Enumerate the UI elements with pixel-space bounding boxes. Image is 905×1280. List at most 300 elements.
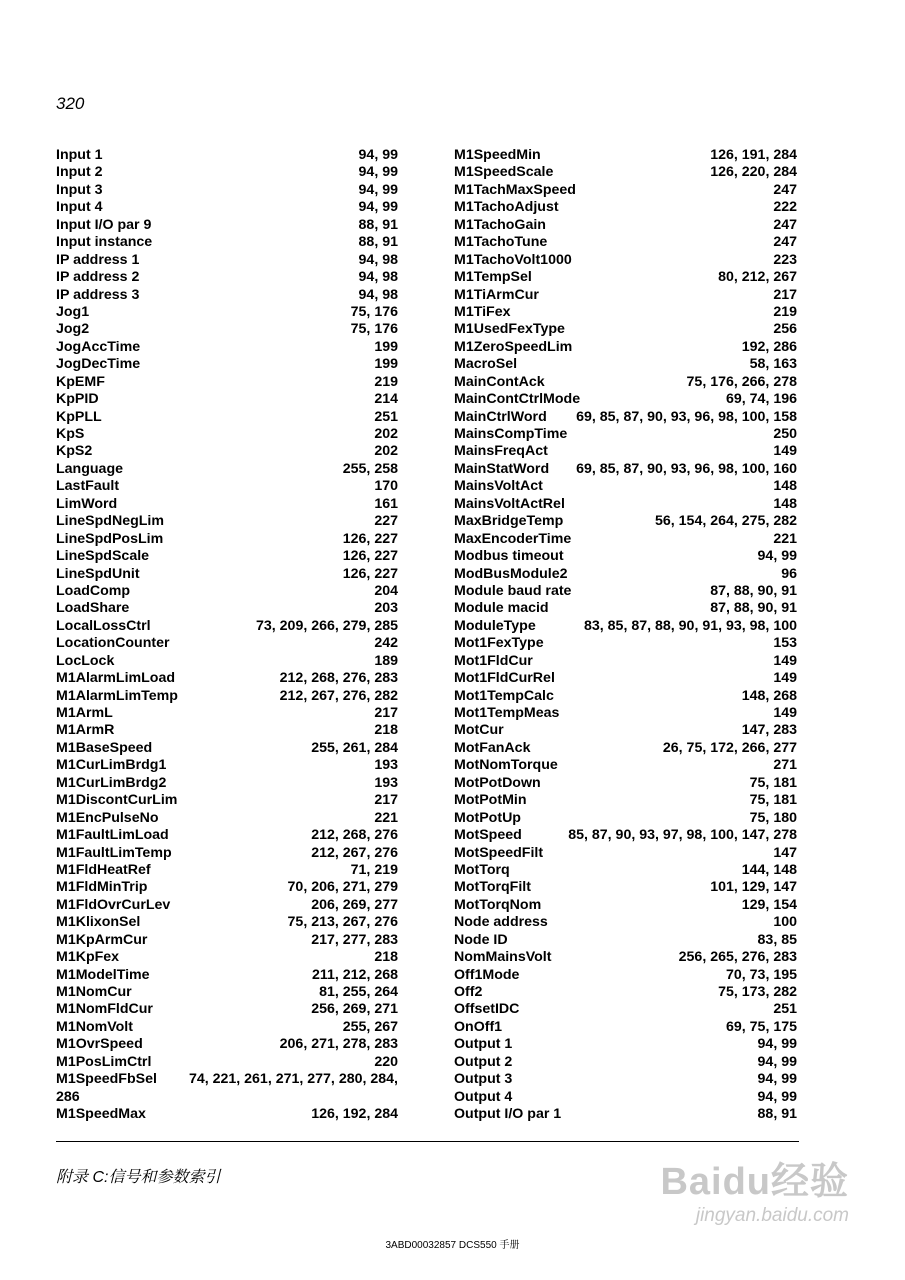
index-term: M1OvrSpeed <box>56 1036 143 1053</box>
index-entry <box>454 513 797 530</box>
index-term: M1ZeroSpeedLim <box>454 338 573 355</box>
index-term: M1UsedFexType <box>454 321 565 338</box>
index-term: M1NomFldCur <box>56 1001 153 1018</box>
index-entry <box>454 496 797 513</box>
index-pages: 75, 213, 267, 276 <box>287 914 398 931</box>
index-entry <box>454 391 797 408</box>
index-pages: 100 <box>773 914 797 931</box>
index-term: M1TiFex <box>454 303 511 320</box>
index-pages: 147 <box>773 844 797 861</box>
index-entry <box>56 513 398 530</box>
index-pages: 74, 221, 261, 271, 277, 280, 284, <box>188 1071 398 1088</box>
index-pages: 70, 206, 271, 279 <box>287 879 398 896</box>
index-pages: 126, 227 <box>342 565 398 582</box>
index-entry <box>454 182 797 199</box>
index-entry <box>56 164 398 181</box>
index-term: LineSpdUnit <box>56 565 140 582</box>
index-entry <box>56 548 398 565</box>
index-entry <box>56 182 398 199</box>
index-term: KpPID <box>56 391 99 408</box>
index-entry <box>454 705 797 722</box>
index-entry <box>56 234 398 251</box>
index-pages: 204 <box>374 582 398 599</box>
index-entry <box>56 722 398 739</box>
index-pages: 81, 255, 264 <box>319 984 398 1000</box>
index-entry <box>56 862 398 879</box>
index-entry <box>56 531 398 548</box>
index-entry <box>56 339 398 356</box>
index-term: MotFanAck <box>454 739 531 756</box>
index-term: M1FaultLimLoad <box>56 827 169 844</box>
index-pages: 129, 154 <box>741 896 797 913</box>
index-pages: 94, 98 <box>358 269 398 286</box>
index-entry <box>56 879 398 896</box>
index-entry <box>454 967 797 984</box>
index-pages: 75, 176 <box>350 321 398 338</box>
index-pages: 255, 258 <box>342 460 398 477</box>
index-entry <box>56 618 398 635</box>
index-entry <box>454 1089 797 1106</box>
index-pages: 83, 85 <box>757 931 797 948</box>
index-term: NomMainsVolt <box>454 949 552 966</box>
index-entry <box>56 147 398 164</box>
index-pages: 88, 91 <box>358 216 398 233</box>
index-term: M1TachoGain <box>454 216 546 233</box>
index-entry <box>454 845 797 862</box>
index-entry <box>454 217 797 234</box>
index-term: M1FldMinTrip <box>56 879 148 896</box>
index-entry <box>56 827 398 844</box>
index-term: M1AlarmLimLoad <box>56 670 176 687</box>
index-term: M1TempSel <box>454 269 532 286</box>
index-pages: 223 <box>773 251 797 268</box>
index-entry <box>56 932 398 949</box>
index-pages: 218 <box>374 949 398 966</box>
index-pages: 251 <box>374 408 398 425</box>
index-term: KpS <box>56 426 85 442</box>
index-pages: 206, 269, 277 <box>311 896 398 913</box>
index-entry <box>454 984 797 1001</box>
index-pages: 83, 85, 87, 88, 90, 91, 93, 98, 100 <box>584 617 797 634</box>
index-term: KpPLL <box>56 408 102 425</box>
index-pages: 126, 220, 284 <box>710 164 797 181</box>
index-term: M1AlarmLimTemp <box>56 687 178 704</box>
index-pages: 75, 180 <box>749 809 797 826</box>
index-entry <box>454 1106 797 1123</box>
index-pages: 75, 173, 282 <box>718 984 797 1000</box>
index-pages: 206, 271, 278, 283 <box>279 1036 398 1053</box>
index-entry <box>454 862 797 879</box>
index-pages: 94, 99 <box>757 1088 797 1105</box>
index-entry <box>56 304 398 321</box>
index-pages: 217 <box>374 705 398 721</box>
index-pages: 94, 99 <box>358 199 398 216</box>
index-term: MainsVoltActRel <box>454 495 565 512</box>
index-entry <box>454 374 797 391</box>
index-term: MotTorq <box>454 861 510 878</box>
index-term: MainStatWord <box>454 460 550 477</box>
index-entry <box>56 653 398 670</box>
index-entry <box>454 740 797 757</box>
index-term: M1FldOvrCurLev <box>56 896 171 913</box>
index-pages: 75, 181 <box>749 774 797 791</box>
index-entry <box>56 775 398 792</box>
index-term: Off1Mode <box>454 966 520 983</box>
index-entry <box>454 775 797 792</box>
index-entry <box>56 252 398 269</box>
index-term: MotSpeedFilt <box>454 844 544 861</box>
index-term: LoadShare <box>56 600 130 617</box>
index-entry <box>454 792 797 809</box>
footer-divider <box>56 1141 799 1142</box>
index-entry <box>454 635 797 652</box>
index-term: ModuleType <box>454 617 536 634</box>
index-term: M1BaseSpeed <box>56 739 153 756</box>
index-pages: 227 <box>374 513 398 530</box>
index-entry <box>454 269 797 286</box>
index-pages: 189 <box>374 652 398 669</box>
index-entry <box>56 949 398 966</box>
index-pages: 250 <box>773 426 797 442</box>
index-pages: 73, 209, 266, 279, 285 <box>256 617 398 634</box>
index-term: Module macid <box>454 600 549 617</box>
index-pages: 70, 73, 195 <box>726 966 797 983</box>
index-entry <box>454 426 797 443</box>
index-term: Input 3 <box>56 181 103 198</box>
index-term: M1SpeedFbSel <box>56 1071 157 1088</box>
index-pages: 149 <box>773 652 797 669</box>
index-entry <box>56 897 398 914</box>
index-pages: 148, 268 <box>741 687 797 704</box>
index-pages: 94, 98 <box>358 251 398 268</box>
index-term: Jog1 <box>56 303 90 320</box>
section-title: 附录 C:信号和参数索引 <box>56 1169 221 1186</box>
index-entry <box>56 757 398 774</box>
index-term: Output 2 <box>454 1053 513 1070</box>
index-entry <box>56 496 398 513</box>
index-pages: 87, 88, 90, 91 <box>710 582 797 599</box>
index-entry <box>454 356 797 373</box>
index-term: MotTorqFilt <box>454 879 531 896</box>
index-term: MainContAck <box>454 373 545 390</box>
index-pages: 126, 227 <box>342 548 398 565</box>
index-entry <box>454 653 797 670</box>
index-term: Node address <box>454 914 548 931</box>
index-term: M1ModelTime <box>56 966 150 983</box>
index-entry <box>56 287 398 304</box>
index-pages: 147, 283 <box>741 722 797 739</box>
index-entry <box>454 321 797 338</box>
index-pages: 193 <box>374 757 398 774</box>
index-pages: 212, 267, 276 <box>311 844 398 861</box>
index-entry <box>454 287 797 304</box>
index-term: IP address 1 <box>56 251 140 268</box>
index-term: M1SpeedMin <box>454 147 541 163</box>
index-term: IP address 3 <box>56 286 140 303</box>
index-pages: 220 <box>374 1053 398 1070</box>
index-term: JogAccTime <box>56 338 141 355</box>
index-entry <box>454 234 797 251</box>
index-pages: 75, 181 <box>749 792 797 809</box>
index-entry <box>56 391 398 408</box>
index-entry <box>454 548 797 565</box>
index-term: M1TachMaxSpeed <box>454 181 576 198</box>
index-entry <box>454 252 797 269</box>
index-entry <box>454 722 797 739</box>
index-pages: 126, 192, 284 <box>311 1106 398 1123</box>
index-pages: 153 <box>773 635 797 652</box>
index-term: MaxBridgeTemp <box>454 513 564 530</box>
index-term: Jog2 <box>56 321 90 338</box>
index-entry <box>56 426 398 443</box>
index-entry <box>454 566 797 583</box>
index-term: ModBusModule2 <box>454 565 568 582</box>
index-entry <box>56 269 398 286</box>
index-pages: 217, 277, 283 <box>311 931 398 948</box>
index-entry <box>454 478 797 495</box>
index-pages: 58, 163 <box>749 356 797 373</box>
index-term: Language <box>56 460 124 477</box>
index-entry <box>454 583 797 600</box>
index-pages: 203 <box>374 600 398 617</box>
index-term: M1FaultLimTemp <box>56 844 172 861</box>
index-term: Output I/O par 1 <box>454 1106 562 1123</box>
index-entry <box>56 1106 398 1123</box>
index-pages: 202 <box>374 426 398 442</box>
index-entry <box>56 199 398 216</box>
index-term: Input 2 <box>56 164 103 181</box>
index-pages: 126, 191, 284 <box>710 147 797 163</box>
index-pages: 251 <box>773 1001 797 1018</box>
index-term: Input 4 <box>56 199 103 216</box>
index-entry <box>454 147 797 164</box>
index-pages: 219 <box>374 373 398 390</box>
index-entry <box>56 566 398 583</box>
index-term: M1ArmR <box>56 722 115 739</box>
index-pages: 87, 88, 90, 91 <box>710 600 797 617</box>
index-pages: 94, 99 <box>757 1071 797 1088</box>
index-term: LocationCounter <box>56 635 170 652</box>
index-pages: 126, 227 <box>342 530 398 547</box>
index-pages: 242 <box>374 635 398 652</box>
index-pages: 80, 212, 267 <box>718 269 797 286</box>
index-term: Input I/O par 9 <box>56 216 152 233</box>
index-term: M1TachoAdjust <box>454 199 559 216</box>
index-term: OnOff1 <box>454 1018 503 1035</box>
index-pages: 221 <box>374 809 398 826</box>
index-term: M1TachoVolt1000 <box>454 251 572 268</box>
index-term: MotPotDown <box>454 774 541 791</box>
index-entry <box>454 1001 797 1018</box>
index-term: Output 1 <box>454 1036 513 1053</box>
index-term: M1KpFex <box>56 949 120 966</box>
index-term: LoadComp <box>56 582 131 599</box>
index-term: M1PosLimCtrl <box>56 1053 152 1070</box>
index-pages-continuation: 286 <box>56 1088 80 1105</box>
index-entry <box>454 914 797 931</box>
index-pages: 94, 99 <box>358 147 398 163</box>
index-entry <box>56 1001 398 1018</box>
index-term: IP address 2 <box>56 269 140 286</box>
index-term: Mot1TempCalc <box>454 687 554 704</box>
index-term: M1KlixonSel <box>56 914 141 931</box>
index-term: JogDecTime <box>56 356 141 373</box>
index-entry <box>454 688 797 705</box>
index-pages: 85, 87, 90, 93, 97, 98, 100, 147, 278 <box>568 827 797 844</box>
index-pages: 88, 91 <box>358 234 398 251</box>
index-pages: 148 <box>773 495 797 512</box>
index-term: M1EncPulseNo <box>56 809 159 826</box>
index-entry <box>56 443 398 460</box>
index-pages: 256 <box>773 321 797 338</box>
index-term: Off2 <box>454 984 483 1000</box>
index-term: LineSpdNegLim <box>56 513 164 530</box>
index-pages: 217 <box>773 286 797 303</box>
index-term: LastFault <box>56 478 120 495</box>
index-pages: 94, 99 <box>358 164 398 181</box>
index-term: Node ID <box>454 931 508 948</box>
index-pages: 255, 261, 284 <box>311 739 398 756</box>
index-entry <box>56 461 398 478</box>
index-entry <box>454 409 797 426</box>
index-term: Modbus timeout <box>454 548 564 565</box>
index-pages: 212, 267, 276, 282 <box>279 687 398 704</box>
watermark <box>660 1150 849 1227</box>
index-pages: 271 <box>773 757 797 774</box>
index-pages: 94, 99 <box>757 1036 797 1053</box>
index-entry <box>454 531 797 548</box>
index-pages: 144, 148 <box>741 861 797 878</box>
index-pages: 199 <box>374 356 398 373</box>
index-term: MotTorqNom <box>454 896 542 913</box>
index-pages: 101, 129, 147 <box>710 879 797 896</box>
index-entry <box>454 1036 797 1053</box>
index-entry <box>454 1071 797 1088</box>
index-pages: 214 <box>374 391 398 408</box>
index-pages: 69, 75, 175 <box>726 1018 797 1035</box>
index-entry <box>56 984 398 1001</box>
index-entry <box>56 1019 398 1036</box>
index-pages: 94, 98 <box>358 286 398 303</box>
index-term: MotPotMin <box>454 792 527 809</box>
index-entry <box>454 1019 797 1036</box>
index-term: M1TachoTune <box>454 234 548 251</box>
index-entry <box>454 879 797 896</box>
index-column-left <box>56 147 398 1124</box>
index-entry <box>454 757 797 774</box>
index-term: LineSpdScale <box>56 548 150 565</box>
index-pages: 149 <box>773 670 797 687</box>
index-pages: 256, 265, 276, 283 <box>678 949 797 966</box>
index-term: Mot1FldCurRel <box>454 670 555 687</box>
index-entry <box>56 217 398 234</box>
index-term: OffsetIDC <box>454 1001 520 1018</box>
index-entry <box>454 443 797 460</box>
index-pages: 256, 269, 271 <box>311 1001 398 1018</box>
index-term: M1SpeedMax <box>56 1106 146 1123</box>
index-pages: 69, 85, 87, 90, 93, 96, 98, 100, 158 <box>576 408 797 425</box>
index-column-right <box>454 147 797 1124</box>
index-pages: 222 <box>773 199 797 216</box>
index-term: MotCur <box>454 722 504 739</box>
index-entry <box>454 827 797 844</box>
index-pages: 149 <box>773 705 797 721</box>
index-entry <box>454 461 797 478</box>
index-entry <box>56 740 398 757</box>
index-pages: 199 <box>374 338 398 355</box>
index-term: Mot1TempMeas <box>454 705 560 721</box>
index-entry <box>454 618 797 635</box>
index-entry <box>56 600 398 617</box>
index-entry <box>56 810 398 827</box>
index-term: M1SpeedScale <box>454 164 554 181</box>
index-term: MacroSel <box>454 356 518 373</box>
index-pages: 71, 219 <box>350 861 398 878</box>
index-term: Module baud rate <box>454 582 572 599</box>
index-term: M1DiscontCurLim <box>56 792 178 809</box>
index-term: Mot1FexType <box>454 635 544 652</box>
index-pages: 148 <box>773 478 797 495</box>
index-term: MainCtrlWord <box>454 408 547 425</box>
index-entry <box>56 845 398 862</box>
index-pages: 56, 154, 264, 275, 282 <box>655 513 797 530</box>
index-pages: 88, 91 <box>757 1106 797 1123</box>
index-entry <box>454 600 797 617</box>
index-pages: 217 <box>374 792 398 809</box>
watermark-url: jingyan.baidu.com <box>695 1205 849 1226</box>
index-term: Input 1 <box>56 147 103 163</box>
index-pages: 94, 99 <box>358 181 398 198</box>
index-term: MainsCompTime <box>454 426 568 442</box>
index-pages: 212, 268, 276 <box>311 827 398 844</box>
index-entry <box>454 199 797 216</box>
index-term: M1NomCur <box>56 984 132 1000</box>
index-term: MainsFreqAct <box>454 443 548 460</box>
index-term: M1TiArmCur <box>454 286 539 303</box>
index-entry <box>56 670 398 687</box>
index-pages: 75, 176, 266, 278 <box>686 373 797 390</box>
index-entry <box>56 967 398 984</box>
page-number: 320 <box>56 94 85 113</box>
index-term: MotPotUp <box>454 809 521 826</box>
index-entry <box>454 932 797 949</box>
index-pages: 161 <box>374 495 398 512</box>
index-term: M1ArmL <box>56 705 113 721</box>
index-entry <box>56 356 398 373</box>
index-pages: 247 <box>773 216 797 233</box>
index-entry <box>454 164 797 181</box>
index-pages: 170 <box>374 478 398 495</box>
index-term: MainsVoltAct <box>454 478 543 495</box>
index-pages: 69, 74, 196 <box>726 391 797 408</box>
index-pages: 219 <box>773 303 797 320</box>
index-entry <box>454 897 797 914</box>
index-pages: 211, 212, 268 <box>312 966 398 983</box>
index-term: MaxEncoderTime <box>454 530 572 547</box>
index-entry <box>56 705 398 722</box>
document-id: 3ABD00032857 DCS550 手册 <box>385 1240 520 1251</box>
index-entry <box>56 374 398 391</box>
index-pages: 247 <box>773 181 797 198</box>
baidu-logo: Baidu经验 <box>660 1161 849 1203</box>
index-term: Output 4 <box>454 1088 513 1105</box>
index-term: LimWord <box>56 495 118 512</box>
index-term: LocalLossCtrl <box>56 617 151 634</box>
index-term: M1CurLimBrdg1 <box>56 757 167 774</box>
index-entry <box>454 810 797 827</box>
index-pages: 94, 99 <box>757 1053 797 1070</box>
index-pages: 69, 85, 87, 90, 93, 96, 98, 100, 160 <box>576 460 797 477</box>
